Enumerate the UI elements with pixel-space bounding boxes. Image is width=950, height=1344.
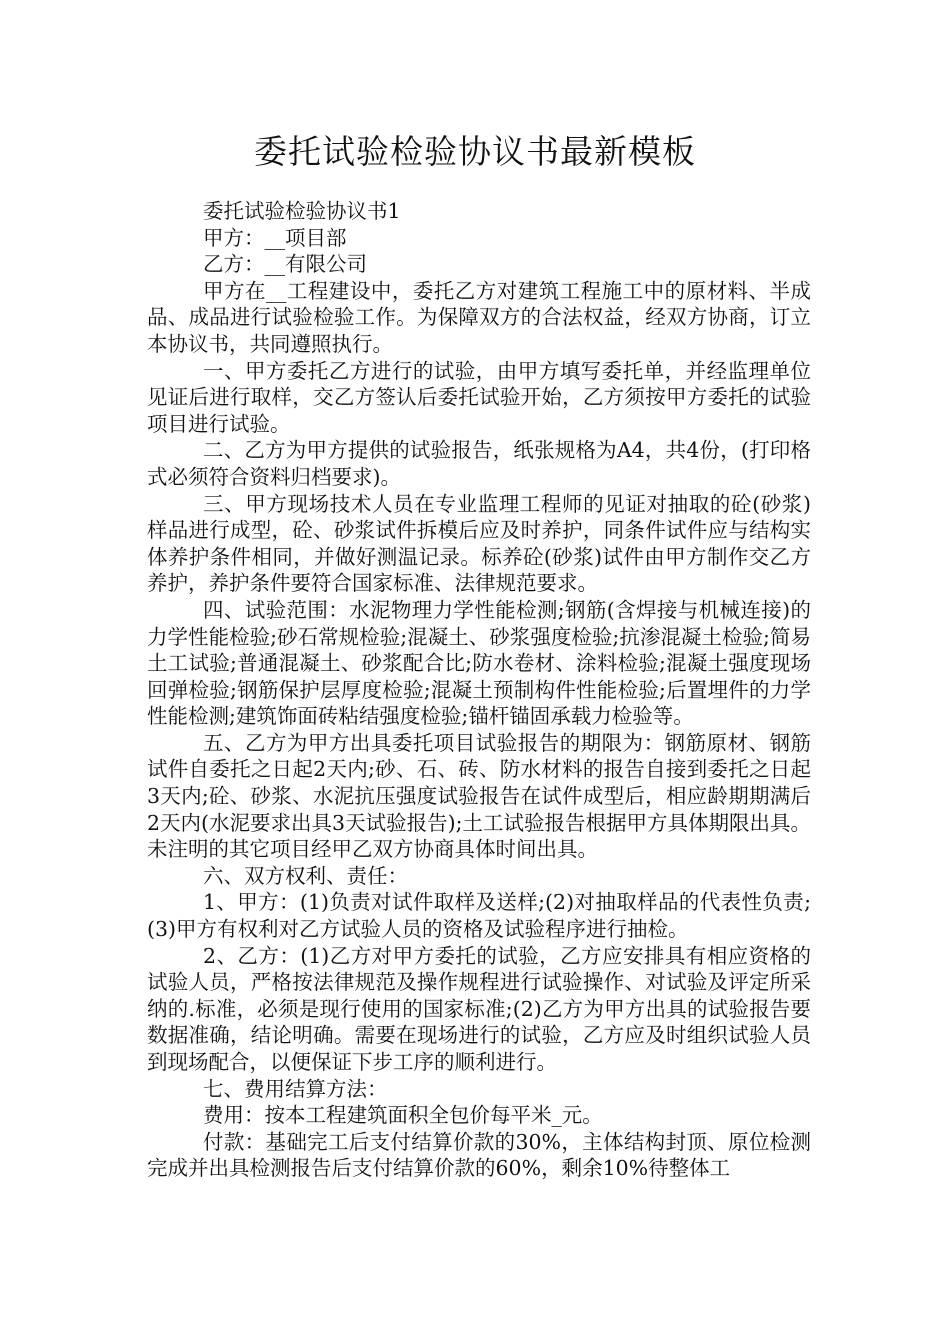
paragraph-clause-3: 三、甲方现场技术人员在专业监理工程师的见证对抽取的砼(砂浆)样品进行成型，砼、砂浆试件拆模后应及时养护，同条件试件应与结构实体养护条件相同，并做好测温记录。标养砼(砂浆)试件由甲方制作交乙方养护，养护条件要符合国家标准、法律规范要求。 [147,491,811,596]
party-b-line: 乙方：__有限公司 [203,252,367,277]
paragraph-clause-7: 七、费用结算方法： [203,1076,388,1101]
document-title: 委托试验检验协议书最新模板 [254,132,696,171]
paragraph-heading: 委托试验检验协议书1 [203,199,401,223]
paragraph-clause-6: 六、双方权利、责任： [203,863,408,888]
paragraph-party-b-duties: 2、乙方：(1)乙方对甲方委托的试验，乙方应安排具有相应资格的试验人员，严格按法律规范及操作规程进行试验操作、对试验及评定所采纳的.标准，必须是现行使用的国家标准;(2)乙方为甲方出具的试验报告要数据准确，结论明确。需要在现场进行的试验，乙方应及时组织试验人员到现场配合，以便保证下步工序的顺利进行。 [147,943,811,1074]
paragraph-party-a-duties: 1、甲方：(1)负责对试件取样及送样;(2)对抽取样品的代表性负责;(3)甲方有权利对乙方试验人员的资格及试验程序进行抽检。 [147,890,811,942]
paragraph-fee: 费用：按本工程建筑面积全包价每平米_元。 [203,1103,603,1128]
party-a-line: 甲方：__项目部 [203,225,347,250]
paragraph-clause-4: 四、试验范围：水泥物理力学性能检测;钢筋(含焊接与机械连接)的力学性能检验;砂石常规检验;混凝土、砂浆强度检验;抗渗混凝土检验;简易土工试验;普通混凝土、砂浆配合比;防水卷材、涂料检验;混凝土强度现场回弹检验;钢筋保护层厚度检验;混凝土预制构件性能检验;后置埋件的力学性能检测;建筑饰面砖粘结强度检验;锚杆锚固承载力检验等。 [147,597,811,729]
paragraph-clause-2: 二、乙方为甲方提供的试验报告，纸张规格为A4，共4份，(打印格式必须符合资料归档要求)。 [147,438,811,489]
paragraph-intro: 甲方在__工程建设中，委托乙方对建筑工程施工中的原材料、半成品、成品进行试验检验工作。为保障双方的合法权益，经双方协商，订立本协议书，共同遵照执行。 [147,278,811,356]
document-body [147,198,811,1182]
paragraph-clause-5: 五、乙方为甲方出具委托项目试验报告的期限为：钢筋原材、钢筋试件自委托之日起2天内;砂、石、砖、防水材料的报告自接到委托之日起3天内;砼、砂浆、水泥抗压强度试验报告在试件成型后，相应龄期期满后2天内(水泥要求出具3天试验报告);土工试验报告根据甲方具体期限出具。未注明的其它项目经甲乙双方协商具体时间出具。 [147,730,811,862]
paragraph-clause-1: 一、甲方委托乙方进行的试验，由甲方填写委托单，并经监理单位见证后进行取样，交乙方签认后委托试验开始，乙方须按甲方委托的试验项目进行试验。 [147,358,811,436]
paragraph-payment: 付款：基础完工后支付结算价款的30%，主体结构封顶、原位检测完成并出具检测报告后支付结算价款的60%，剩余10%待整体工 [147,1129,811,1181]
